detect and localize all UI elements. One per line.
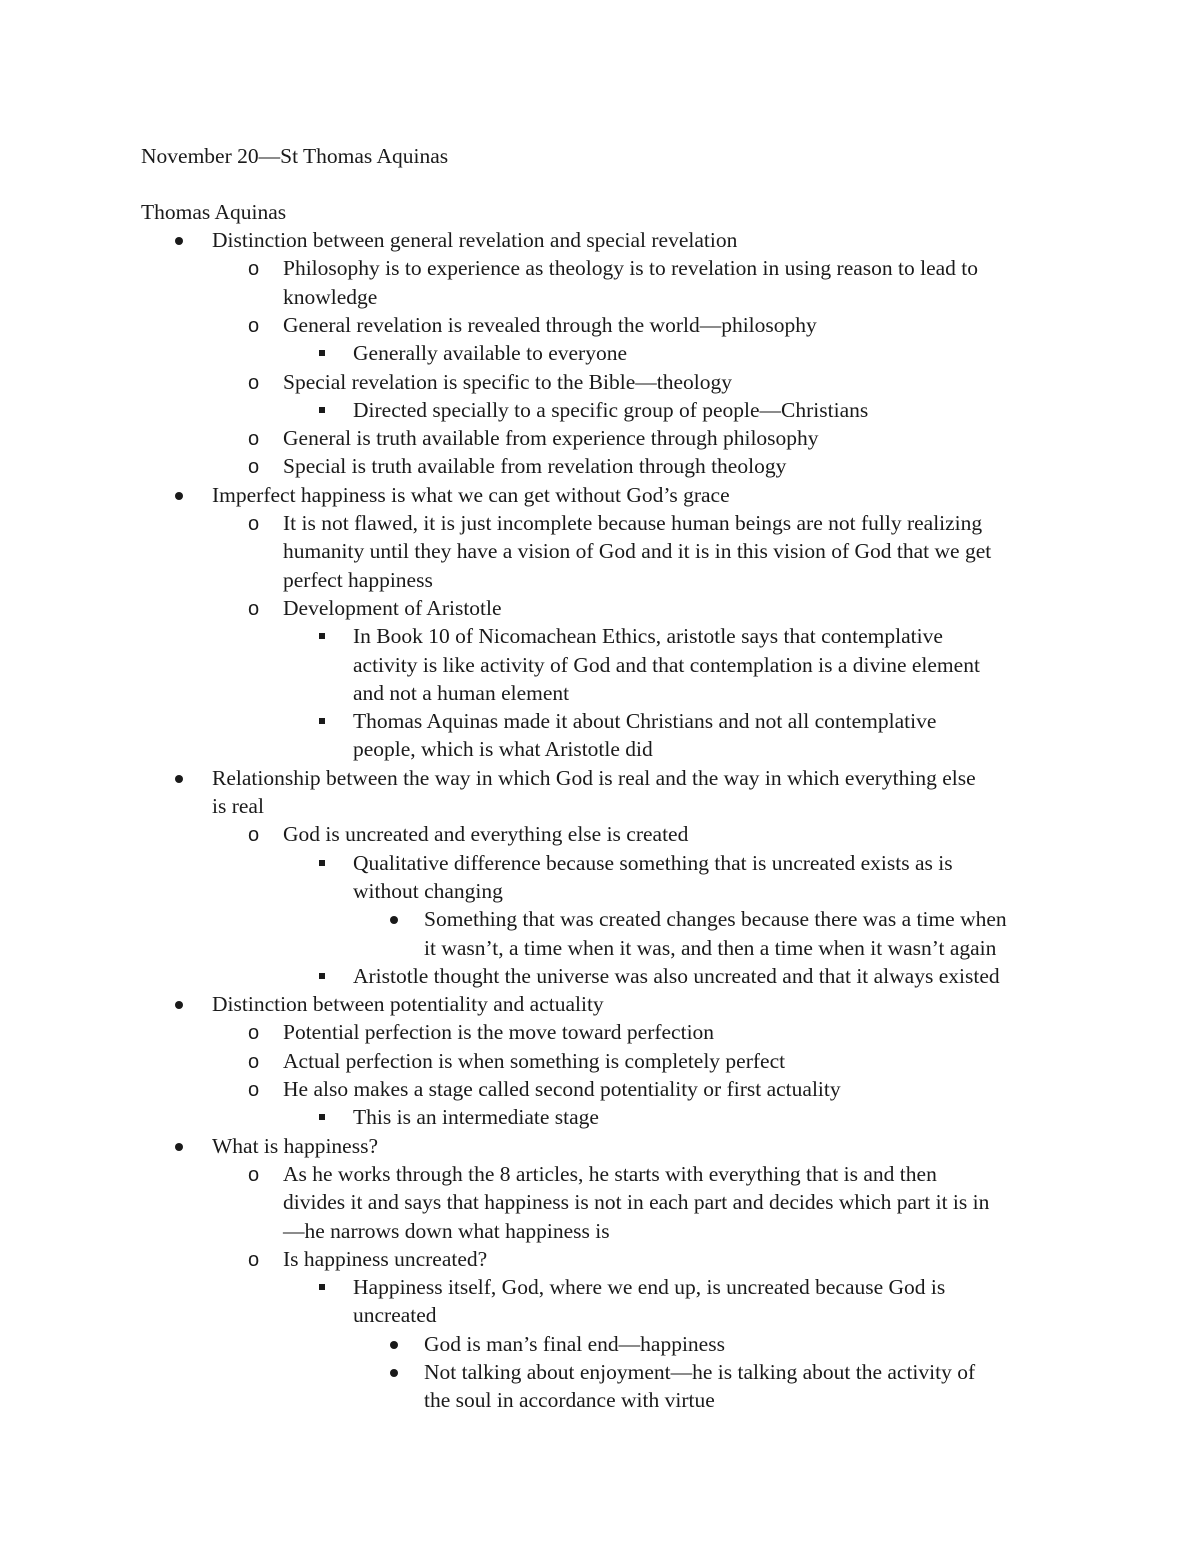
list-item-text: it wasn’t, a time when it was, and then a time when it wasn’t again xyxy=(424,935,997,960)
list-item-text: without changing xyxy=(353,878,503,903)
list-item-text: It is not flawed, it is just incomplete because human beings are not fully realizing xyxy=(283,511,983,535)
list-item-text: Distinction between general revelation and special revelation xyxy=(212,228,738,252)
list-item-text: God is uncreated and everything else is created xyxy=(283,822,689,847)
bullet-circle-icon: o xyxy=(248,1079,260,1101)
list-item-text: He also makes a stage called second potentiality or first actuality xyxy=(283,1077,841,1101)
bullet-square-icon xyxy=(319,1114,325,1120)
bullet-dot-icon xyxy=(390,916,398,924)
list-item-text: What is happiness? xyxy=(212,1133,378,1158)
bullet-circle-icon: o xyxy=(248,1163,260,1186)
list-item-text: divides it and says that happiness is not in each part and decides which part it is in xyxy=(283,1190,990,1215)
bullet-square-icon xyxy=(319,860,325,866)
list-item-text: Development of Aristotle xyxy=(283,595,502,620)
list-item-text: Special revelation is specific to the Bible—theology xyxy=(283,369,732,394)
list-item-text: Philosophy is to experience as theology is to revelation in using reason to lead to xyxy=(283,256,979,281)
bullet-dot-icon xyxy=(390,1341,398,1349)
list-item-text: and not a human element xyxy=(353,680,570,705)
list-item-text: Something that was created changes because there was a time when xyxy=(424,907,1007,932)
bullet-circle-icon: o xyxy=(248,513,260,535)
list-item-text: humanity until they have a vision of God and it is in this vision of God that we get xyxy=(283,539,992,564)
bullet-square-icon xyxy=(319,718,325,724)
list-item-text: God is man’s final end—happiness xyxy=(424,1331,725,1356)
list-item-text: perfect happiness xyxy=(283,567,433,592)
bullet-square-icon xyxy=(319,1284,325,1290)
list-item-text: Not talking about enjoyment—he is talking about the activity of xyxy=(424,1360,976,1384)
bullet-circle-icon: o xyxy=(248,371,260,394)
bullet-dot-icon xyxy=(175,1143,183,1151)
list-item-text: is real xyxy=(212,794,264,818)
bullet-dot-icon xyxy=(390,1369,398,1377)
list-item-text: uncreated xyxy=(353,1303,437,1328)
bullet-dot-icon xyxy=(175,492,183,500)
list-item-text: As he works through the 8 articles, he starts with everything that is and then xyxy=(283,1161,937,1186)
bullet-circle-icon: o xyxy=(248,597,260,620)
section-heading: Thomas Aquinas xyxy=(141,200,287,224)
bullet-square-icon xyxy=(319,350,325,356)
list-item-text: Is happiness uncreated? xyxy=(283,1246,488,1271)
list-item-text: Special is truth available from revelation through theology xyxy=(283,454,787,479)
bullet-circle-icon: o xyxy=(248,258,260,281)
list-item-text: Aristotle thought the universe was also uncreated and that it always existed xyxy=(353,963,1000,988)
list-item-text: General is truth available from experience through philosophy xyxy=(283,426,819,451)
list-item-text: people, which is what Aristotle did xyxy=(353,737,653,762)
bullet-circle-icon: o xyxy=(248,428,260,451)
list-item-text: Happiness itself, God, where we end up, is uncreated because God is xyxy=(353,1275,946,1300)
list-item-text: Imperfect happiness is what we can get without God’s grace xyxy=(212,482,730,507)
list-item-text: Relationship between the way in which God is real and the way in which everything else xyxy=(212,765,976,790)
bullet-circle-icon: o xyxy=(248,824,260,847)
list-item-text: activity is like activity of God and that contemplation is a divine element xyxy=(353,652,980,677)
list-item-text: knowledge xyxy=(283,284,378,309)
list-item-text: —he narrows down what happiness is xyxy=(283,1218,610,1243)
bullet-dot-icon xyxy=(175,237,183,245)
bullet-square-icon xyxy=(319,973,325,979)
list-item-text: Distinction between potentiality and actuality xyxy=(212,992,604,1017)
bullet-circle-icon: o xyxy=(248,314,260,337)
list-item-text: Potential perfection is the move toward perfection xyxy=(283,1020,715,1045)
list-item-text: General revelation is revealed through the world—philosophy xyxy=(283,312,817,337)
list-item-text: In Book 10 of Nicomachean Ethics, aristotle says that contemplative xyxy=(353,624,943,649)
list-item-text: the soul in accordance with virtue xyxy=(424,1388,715,1413)
bullet-dot-icon xyxy=(175,1001,183,1009)
bullet-dot-icon xyxy=(175,775,183,783)
bullet-square-icon xyxy=(319,633,325,639)
list-item-text: Qualitative difference because something that is uncreated exists as is xyxy=(353,850,953,875)
document-title: November 20—St Thomas Aquinas xyxy=(141,144,449,168)
bullet-circle-icon: o xyxy=(248,1050,260,1073)
list-item-text: Generally available to everyone xyxy=(353,341,627,366)
bullet-circle-icon: o xyxy=(248,1248,260,1271)
bullet-circle-icon: o xyxy=(248,1022,260,1045)
bullet-circle-icon: o xyxy=(248,456,260,479)
bullet-square-icon xyxy=(319,407,325,413)
list-item-text: Thomas Aquinas made it about Christians and not all contemplative xyxy=(353,709,937,734)
list-item-text: Actual perfection is when something is completely perfect xyxy=(283,1048,786,1073)
list-item-text: Directed specially to a specific group of people—Christians xyxy=(353,397,869,422)
list-item-text: This is an intermediate stage xyxy=(353,1105,599,1130)
